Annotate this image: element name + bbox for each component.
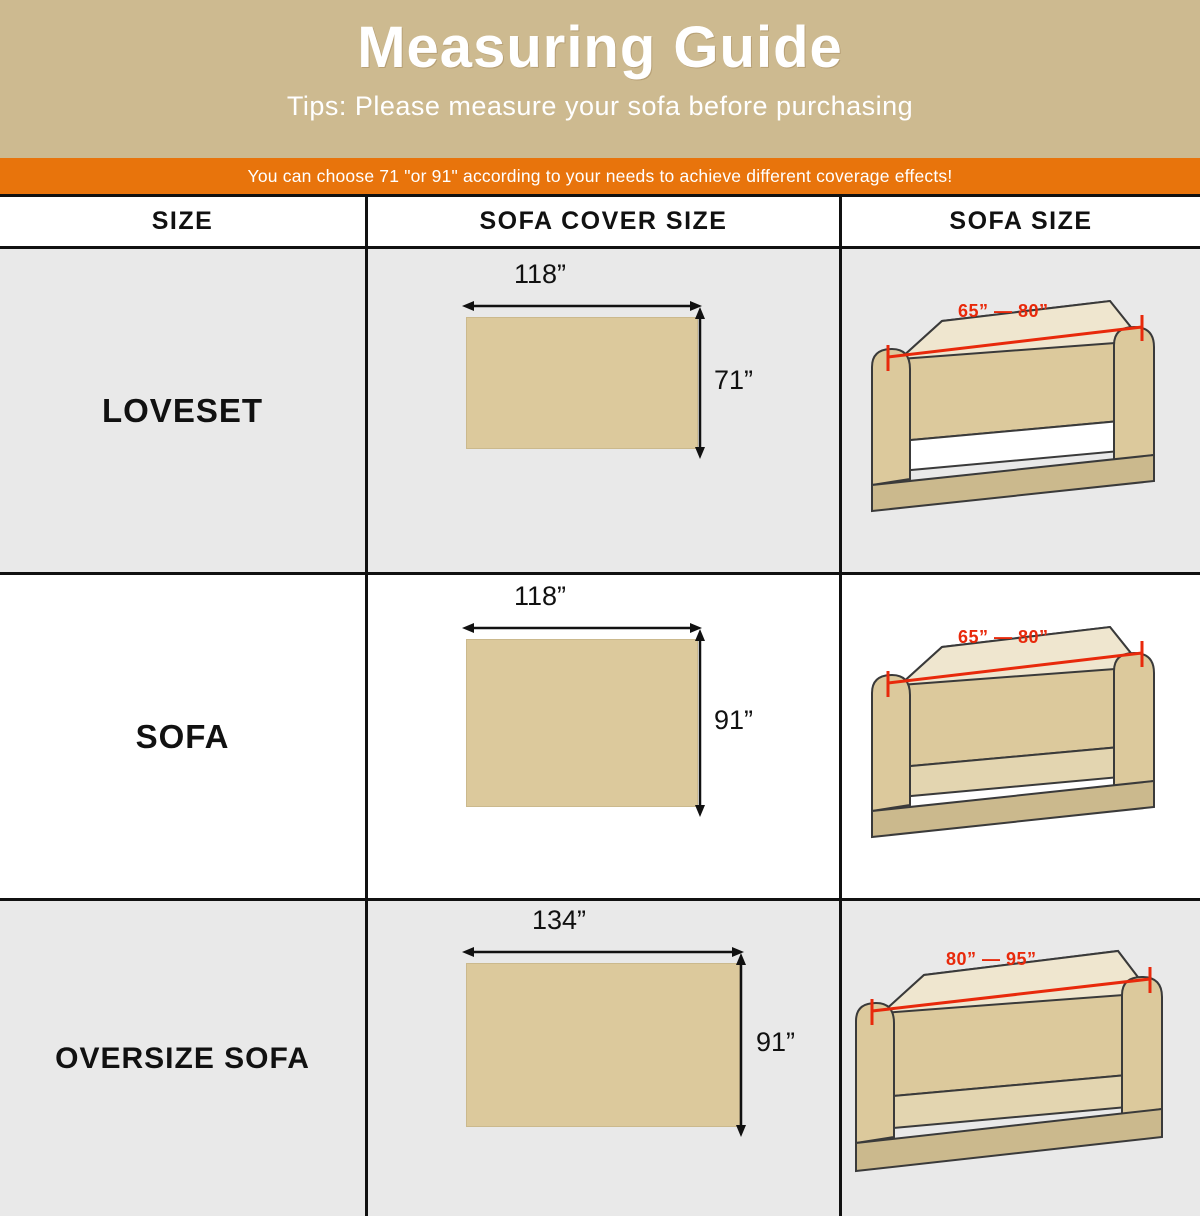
notice-text: You can choose 71 "or 91" according to your needs to achieve different coverage effects!: [247, 165, 953, 186]
cover-width-label: 134”: [532, 905, 587, 935]
height-arrow-icon: [691, 629, 709, 817]
cover-height-label: 91”: [714, 705, 754, 735]
width-arrow-icon: [462, 297, 702, 315]
cover-width-label: 118”: [514, 259, 567, 289]
size-label: SOFA: [135, 717, 230, 755]
column-header-cover-size: SOFA COVER SIZE: [368, 197, 842, 246]
sofa-size-label: 65” — 80”: [958, 301, 1049, 321]
row-cover-cell: [368, 249, 842, 572]
size-table: [0, 194, 1200, 1216]
row-size-cell: [0, 901, 368, 1216]
row-cover-cell: [368, 575, 842, 898]
cover-rectangle: [466, 317, 698, 449]
sofa-illustration: [842, 249, 1200, 572]
row-sofa-cell: [842, 575, 1200, 898]
sofa-size-label: 80” — 95”: [946, 949, 1037, 969]
row-cover-cell: [368, 901, 842, 1216]
height-arrow-icon: [691, 307, 709, 459]
sofa-illustration: [842, 901, 1200, 1216]
row-size-cell: [0, 575, 368, 898]
header: [0, 0, 1200, 158]
cover-rectangle: [466, 963, 740, 1127]
cover-diagram: [368, 901, 839, 1216]
size-label: OVERSIZE SOFA: [55, 1041, 310, 1075]
column-header-sofa-size: SOFA SIZE: [842, 197, 1200, 246]
cover-width-label: 118”: [514, 581, 567, 611]
table-header-row: [0, 197, 1200, 249]
cover-height-label: 91”: [756, 1027, 796, 1057]
column-header-size: SIZE: [0, 197, 368, 246]
height-arrow-icon: [732, 953, 750, 1137]
notice-bar: [0, 158, 1200, 194]
sofa-illustration: [842, 575, 1200, 898]
row-sofa-cell: [842, 901, 1200, 1216]
width-arrow-icon: [462, 943, 744, 961]
sofa-icon: [842, 575, 1194, 893]
cover-diagram: [368, 249, 839, 572]
cover-rectangle: [466, 639, 698, 807]
size-label: LOVESET: [101, 391, 264, 429]
row-sofa-cell: [842, 249, 1200, 572]
row-size-cell: [0, 249, 368, 572]
cover-height-label: 71”: [714, 365, 754, 395]
cover-diagram: [368, 575, 839, 898]
width-arrow-icon: [462, 619, 702, 637]
table-row: [0, 901, 1200, 1216]
sofa-icon: [842, 249, 1194, 567]
table-row: [0, 575, 1200, 901]
table-row: [0, 249, 1200, 575]
sofa-size-label: 65” — 80”: [958, 627, 1049, 647]
sofa-icon: [842, 901, 1194, 1211]
header-tip: Tips: Please measure your sofa before purchasing: [286, 90, 914, 121]
page-title: Measuring Guide: [357, 15, 843, 80]
